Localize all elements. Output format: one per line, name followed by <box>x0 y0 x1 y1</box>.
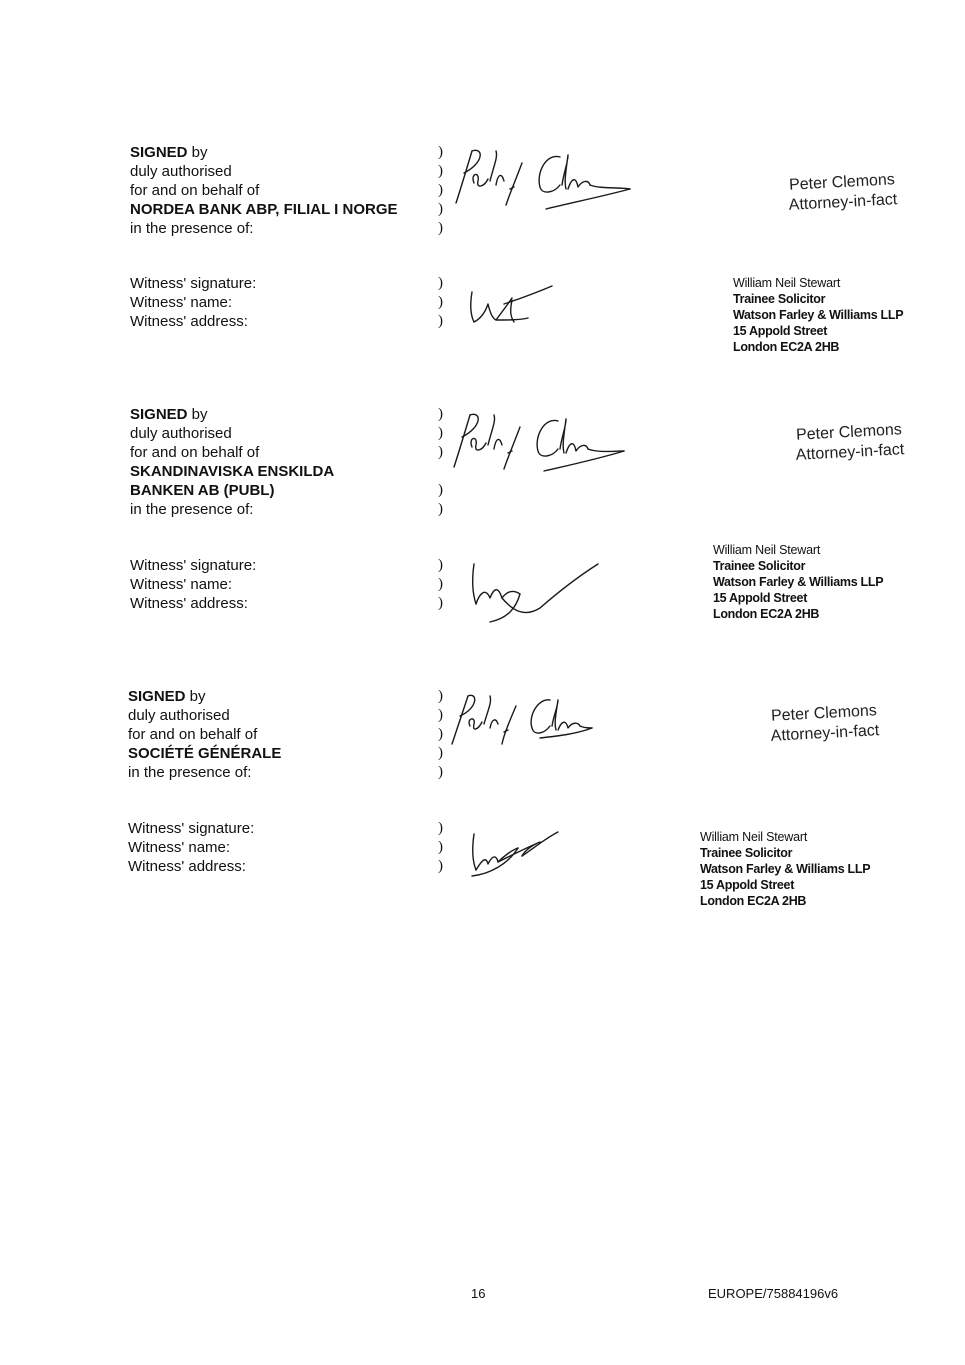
witness-firm: Watson Farley & Williams LLP <box>733 308 904 322</box>
entity-name: NORDEA BANK ABP, FILIAL I NORGE <box>130 201 398 218</box>
witness-name: William Neil Stewart <box>733 276 841 290</box>
witness-address-label: Witness' address: <box>130 313 248 330</box>
attorney-signature-1 <box>450 143 635 223</box>
witness-signature-1 <box>462 280 562 330</box>
witness-address-label: Witness' address: <box>130 595 248 612</box>
bracket-column: ) ) ) ) ) <box>438 688 443 780</box>
witness-name-label: Witness' name: <box>130 294 233 311</box>
attorney-name: Peter Clemons <box>788 171 896 194</box>
entity-name-line2: BANKEN AB (PUBL) <box>130 482 275 499</box>
witness-signature-2 <box>464 558 609 628</box>
presence-line: in the presence of: <box>130 501 254 518</box>
behalf-line: for and on behalf of <box>130 444 260 461</box>
attorney-title: Attorney-in-fact <box>795 441 905 464</box>
presence-line: in the presence of: <box>130 220 254 237</box>
behalf-line: for and on behalf of <box>128 726 258 743</box>
witness-stamp <box>733 275 903 355</box>
witness-signature-label: Witness' signature: <box>130 275 257 292</box>
document-reference: EUROPE/75884196v6 <box>708 1286 839 1301</box>
entity-name: SKANDINAVISKA ENSKILDA <box>130 463 335 480</box>
authorised-line: duly authorised <box>128 707 230 724</box>
attorney-title: Attorney-in-fact <box>770 722 880 745</box>
witness-street: 15 Appold Street <box>733 324 828 338</box>
witness-name-label: Witness' name: <box>128 839 231 856</box>
authorised-line: duly authorised <box>130 163 232 180</box>
bracket-column: ) ) ) <box>438 820 443 874</box>
bracket-column: ) ) <box>438 482 443 517</box>
presence-line: in the presence of: <box>128 764 252 781</box>
witness-signature-3 <box>464 826 564 882</box>
by-label: by <box>187 406 208 423</box>
behalf-line: for and on behalf of <box>130 182 260 199</box>
witness-firm: Watson Farley & Williams LLP <box>713 575 884 589</box>
signed-label: SIGNED <box>128 688 186 705</box>
witness-title: Trainee Solicitor <box>713 559 806 573</box>
witness-city: London EC2A 2HB <box>733 340 840 354</box>
witness-labels <box>130 556 256 613</box>
witness-signature-label: Witness' signature: <box>130 557 257 574</box>
witness-name-label: Witness' name: <box>130 576 233 593</box>
attorney-stamp <box>751 700 898 748</box>
page-number: 16 <box>471 1286 486 1301</box>
authorised-line: duly authorised <box>130 425 232 442</box>
attorney-name: Peter Clemons <box>795 421 903 444</box>
attorney-stamp <box>769 169 916 217</box>
attorney-stamp <box>776 419 923 467</box>
witness-city: London EC2A 2HB <box>700 894 807 908</box>
signed-label: SIGNED <box>130 406 188 423</box>
witness-labels <box>130 274 256 331</box>
attorney-title: Attorney-in-fact <box>788 191 898 214</box>
signature-block-3 <box>128 687 281 782</box>
witness-stamp <box>700 829 870 909</box>
by-label: by <box>187 144 208 161</box>
witness-stamp <box>713 542 883 622</box>
witness-signature-label: Witness' signature: <box>128 820 255 837</box>
witness-labels <box>128 819 254 876</box>
signature-block-1 <box>130 143 398 238</box>
attorney-signature-2 <box>448 407 633 487</box>
witness-firm: Watson Farley & Williams LLP <box>700 862 871 876</box>
witness-name: William Neil Stewart <box>713 543 821 557</box>
witness-address-label: Witness' address: <box>128 858 246 875</box>
signature-block-2 <box>130 405 334 519</box>
witness-name: William Neil Stewart <box>700 830 808 844</box>
bracket-column: ) ) ) <box>438 275 443 329</box>
witness-street: 15 Appold Street <box>700 878 795 892</box>
bracket-column: ) ) ) ) ) <box>438 144 443 236</box>
signed-label: SIGNED <box>130 144 188 161</box>
bracket-column: ) ) ) <box>438 406 443 460</box>
witness-street: 15 Appold Street <box>713 591 808 605</box>
witness-title: Trainee Solicitor <box>733 292 826 306</box>
attorney-signature-3 <box>446 690 596 760</box>
witness-city: London EC2A 2HB <box>713 607 820 621</box>
by-label: by <box>185 688 206 705</box>
bracket-column: ) ) ) <box>438 557 443 611</box>
witness-title: Trainee Solicitor <box>700 846 793 860</box>
entity-name: SOCIÉTÉ GÉNÉRALE <box>128 745 282 762</box>
attorney-name: Peter Clemons <box>770 702 878 725</box>
